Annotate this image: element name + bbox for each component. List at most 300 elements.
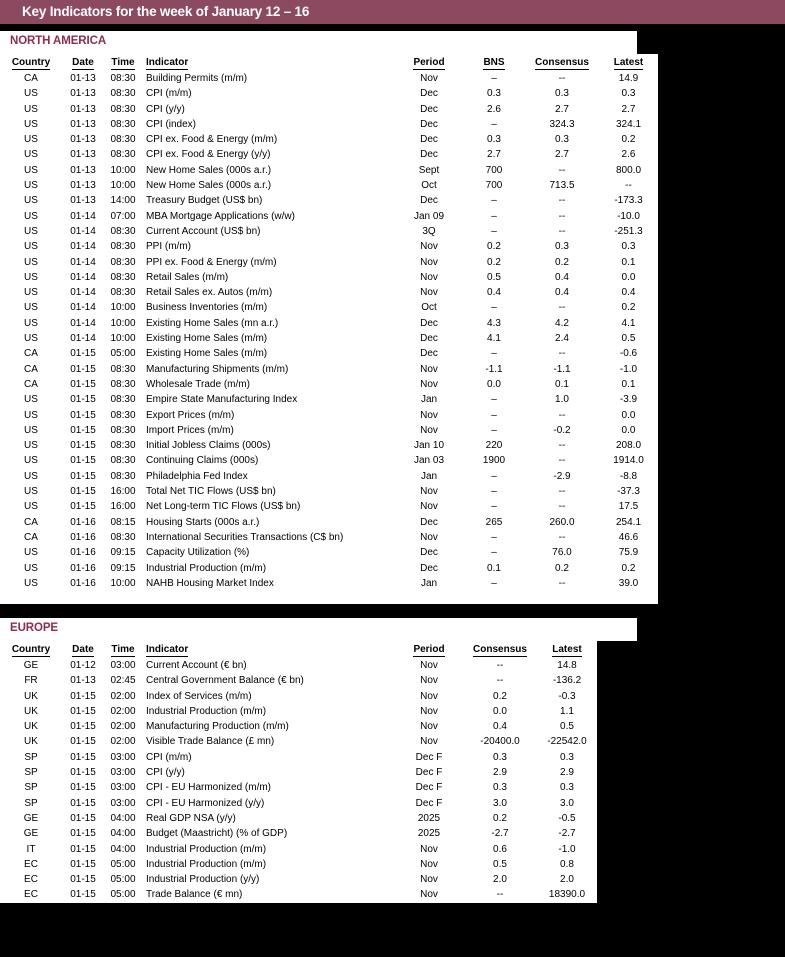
cell-consensus: -- (558, 455, 566, 467)
table-row (0, 163, 658, 178)
cell-time: 08:30 (110, 88, 136, 100)
cell-bns: – (491, 302, 497, 314)
cell-latest: 0.3 (560, 751, 574, 763)
cell-bns: – (491, 547, 497, 559)
table-row (0, 453, 658, 468)
cell-indicator: CPI (y/y) (146, 103, 185, 115)
table-panel-europe (0, 641, 597, 903)
cell-bns: 2.7 (487, 149, 501, 161)
cell-consensus: 2.9 (493, 767, 507, 779)
cell-consensus: 0.3 (555, 88, 569, 100)
table-row (0, 530, 658, 545)
cell-bns: – (491, 531, 497, 543)
cell-date: 01-14 (70, 302, 96, 314)
cell-period: Dec (420, 149, 438, 161)
cell-consensus: 2.7 (555, 149, 569, 161)
cell-time: 02:00 (110, 736, 136, 748)
cell-indicator: NAHB Housing Market Index (146, 577, 274, 589)
cell-consensus: 713.5 (549, 180, 575, 192)
cell-country: EC (24, 874, 38, 886)
cell-period: Nov (420, 675, 438, 687)
cell-latest: -1.0 (619, 363, 638, 375)
cell-latest: -3.9 (619, 394, 638, 406)
cell-latest: 2.6 (621, 149, 636, 161)
cell-country: FR (24, 675, 38, 687)
cell-time: 08:30 (110, 424, 136, 436)
cell-time: 08:30 (110, 378, 136, 390)
cell-latest: 0.2 (621, 562, 636, 574)
cell-country: CA (24, 348, 38, 360)
cell-time: 09:15 (110, 562, 136, 574)
section-europe (0, 618, 637, 903)
cell-indicator: Industrial Production (m/m) (146, 843, 267, 855)
cell-date: 01-15 (70, 797, 96, 809)
cell-date: 01-13 (70, 180, 96, 192)
cell-time: 02:45 (110, 675, 136, 687)
cell-date: 01-15 (70, 767, 96, 779)
cell-latest: 14.8 (557, 660, 577, 671)
cell-indicator: Central Government Balance (€ bn) (146, 675, 304, 687)
cell-bns: – (491, 210, 497, 222)
cell-time: 02:00 (110, 721, 136, 733)
cell-indicator: Continuing Claims (000s) (146, 455, 259, 467)
cell-period: Nov (420, 271, 438, 283)
cell-country: US (24, 256, 38, 268)
cell-time: 08:30 (110, 149, 136, 161)
cell-indicator: Wholesale Trade (m/m) (146, 378, 250, 390)
cell-consensus: 0.4 (493, 721, 507, 733)
cell-consensus: 324.3 (549, 118, 575, 130)
cell-consensus: 76.0 (552, 547, 572, 559)
cell-consensus: -0.2 (553, 424, 571, 436)
column-header-latest: Latest (613, 57, 644, 68)
cell-consensus: 0.2 (493, 690, 507, 702)
cell-indicator: Existing Home Sales (mn a.r.) (146, 317, 279, 329)
cell-time: 10:00 (110, 180, 136, 192)
cell-period: Nov (420, 736, 438, 748)
cell-bns: – (491, 118, 497, 130)
cell-time: 08:30 (110, 271, 136, 283)
cell-latest: -0.6 (619, 348, 638, 360)
cell-bns: -1.1 (485, 363, 503, 375)
cell-latest: 4.1 (621, 317, 636, 329)
cell-time: 05:00 (110, 874, 136, 886)
table-row (0, 147, 658, 162)
cell-consensus: 0.2 (555, 256, 569, 268)
cell-indicator: Current Account (€ bn) (146, 660, 247, 671)
cell-period: Nov (420, 363, 438, 375)
cell-time: 10:00 (110, 333, 136, 345)
cell-consensus: -- (558, 348, 566, 360)
cell-country: US (24, 501, 38, 513)
cell-country: SP (24, 797, 38, 809)
cell-date: 01-14 (70, 317, 96, 329)
cell-indicator: Export Prices (m/m) (146, 409, 235, 421)
cell-consensus: -2.9 (553, 470, 571, 482)
column-header-time: Time (111, 644, 135, 655)
cell-country: EC (24, 858, 38, 870)
column-header-consensus: Consensus (473, 644, 527, 655)
cell-time: 03:00 (110, 767, 136, 779)
cell-date: 01-16 (70, 547, 96, 559)
cell-date: 01-13 (70, 103, 96, 115)
cell-period: Dec (420, 547, 438, 559)
cell-date: 01-14 (70, 225, 96, 237)
indicator-table-europe (0, 641, 597, 903)
section-north-america (0, 31, 658, 604)
cell-period: Nov (420, 409, 438, 421)
section-header-europe (0, 618, 637, 641)
cell-time: 10:00 (110, 164, 136, 176)
cell-time: 08:30 (110, 73, 136, 84)
cell-country: US (24, 302, 38, 314)
cell-time: 08:30 (110, 531, 136, 543)
cell-latest: -2.7 (558, 828, 576, 840)
cell-indicator: CPI (y/y) (146, 767, 185, 779)
cell-period: Nov (420, 256, 438, 268)
cell-bns: 0.1 (487, 562, 501, 574)
cell-time: 14:00 (110, 195, 136, 207)
cell-country: UK (24, 736, 38, 748)
cell-country: IT (26, 843, 36, 855)
cell-date: 01-16 (70, 577, 96, 589)
cell-latest: 14.9 (618, 73, 639, 84)
page-title: Key Indicators for the week of January 12 – 16 (22, 4, 310, 19)
cell-latest: 0.8 (560, 858, 574, 870)
cell-time: 03:00 (110, 751, 136, 763)
cell-country: GE (23, 660, 39, 671)
cell-country: US (24, 180, 38, 192)
cell-consensus: -- (558, 195, 566, 207)
cell-time: 03:00 (110, 660, 136, 671)
cell-country: CA (24, 516, 38, 528)
cell-date: 01-15 (70, 843, 96, 855)
cell-period: 2025 (417, 828, 441, 840)
table-row (0, 734, 597, 749)
cell-consensus: 0.3 (555, 134, 569, 146)
cell-consensus: 3.0 (493, 797, 507, 809)
cell-time: 08:30 (110, 134, 136, 146)
cell-date: 01-12 (70, 660, 96, 671)
table-row (0, 872, 597, 887)
cell-period: Dec (420, 333, 438, 345)
cell-indicator: Retail Sales ex. Autos (m/m) (146, 287, 273, 299)
cell-time: 08:30 (110, 287, 136, 299)
cell-time: 04:00 (110, 828, 136, 840)
cell-consensus: 0.4 (555, 271, 569, 283)
cell-date: 01-15 (70, 889, 96, 901)
cell-period: Jan 10 (413, 440, 445, 452)
cell-period: Dec (420, 562, 438, 574)
cell-country: US (24, 241, 38, 253)
cell-period: Dec F (415, 797, 443, 809)
cell-consensus: -- (496, 889, 504, 901)
cell-consensus: -- (558, 210, 566, 222)
table-row (0, 178, 658, 193)
table-row (0, 71, 658, 86)
cell-consensus: 0.2 (493, 812, 507, 824)
cell-bns: – (491, 577, 497, 589)
cell-latest: 800.0 (615, 164, 642, 176)
cell-indicator: Initial Jobless Claims (000s) (146, 440, 271, 452)
cell-consensus: 0.6 (493, 843, 507, 855)
cell-time: 03:00 (110, 797, 136, 809)
cell-indicator: International Securities Transactions (C$ bn) (146, 531, 344, 543)
cell-date: 01-15 (70, 409, 96, 421)
cell-indicator: PPI (m/m) (146, 241, 191, 253)
cell-latest: 0.4 (621, 287, 636, 299)
table-row (0, 704, 597, 719)
cell-country: US (24, 486, 38, 498)
cell-period: Dec (420, 348, 438, 360)
cell-consensus: 2.7 (555, 103, 569, 115)
cell-bns: – (491, 348, 497, 360)
cell-bns: – (491, 195, 497, 207)
section-title-north-america: NORTH AMERICA (10, 35, 107, 47)
cell-bns: 4.3 (487, 317, 501, 329)
cell-latest: 17.5 (618, 501, 639, 513)
cell-indicator: CPI (m/m) (146, 88, 192, 100)
cell-time: 07:00 (110, 210, 136, 222)
cell-country: US (24, 149, 38, 161)
table-row (0, 86, 658, 101)
cell-consensus: 0.3 (555, 241, 569, 253)
column-header-indicator: Indicator (146, 57, 189, 68)
table-row (0, 132, 658, 147)
cell-consensus: -- (558, 409, 566, 421)
cell-indicator: Import Prices (m/m) (146, 424, 234, 436)
table-panel-north-america (0, 54, 658, 604)
table-row (0, 377, 658, 392)
cell-bns: 700 (485, 164, 503, 176)
cell-time: 09:15 (110, 547, 136, 559)
cell-period: Dec (420, 134, 438, 146)
cell-consensus: 0.0 (493, 705, 507, 717)
cell-period: Sept (418, 164, 440, 176)
cell-country: US (24, 317, 38, 329)
table-row (0, 515, 658, 530)
cell-bns: – (491, 409, 497, 421)
table-row (0, 842, 597, 857)
column-header-latest: Latest (552, 644, 582, 655)
cell-latest: -10.0 (617, 210, 640, 222)
cell-consensus: 0.3 (493, 751, 507, 763)
cell-period: 3Q (422, 225, 436, 237)
cell-time: 05:00 (110, 889, 136, 901)
table-row (0, 423, 658, 438)
cell-indicator: CPI ex. Food & Energy (y/y) (146, 149, 271, 161)
table-row (0, 438, 658, 453)
cell-indicator: Industrial Production (m/m) (146, 562, 267, 574)
table-row (0, 469, 658, 484)
cell-time: 05:00 (110, 348, 136, 360)
cell-country: SP (24, 767, 38, 779)
cell-bns: 700 (485, 180, 503, 192)
cell-indicator: Industrial Production (m/m) (146, 705, 267, 717)
cell-latest: -251.3 (614, 225, 643, 237)
cell-time: 08:30 (110, 103, 136, 115)
cell-country: US (24, 577, 38, 589)
cell-consensus: -20400.0 (480, 736, 520, 748)
column-header-country: Country (11, 644, 51, 655)
cell-consensus: -1.1 (553, 363, 571, 375)
cell-date: 01-13 (70, 675, 96, 687)
cell-time: 08:30 (110, 455, 136, 467)
cell-date: 01-13 (70, 195, 96, 207)
table-row (0, 224, 658, 239)
table-row (0, 857, 597, 872)
table-row (0, 300, 658, 315)
cell-indicator: Net Long-term TIC Flows (US$ bn) (146, 501, 301, 513)
cell-consensus: -- (558, 501, 566, 513)
cell-bns: – (491, 501, 497, 513)
cell-time: 10:00 (110, 302, 136, 314)
table-row (0, 117, 658, 132)
column-header-bns: BNS (483, 57, 505, 68)
table-row (0, 658, 597, 673)
cell-country: US (24, 424, 38, 436)
table-row (0, 331, 658, 346)
cell-date: 01-15 (70, 455, 96, 467)
column-header-time: Time (111, 57, 135, 68)
cell-time: 16:00 (110, 501, 136, 513)
cell-bns: 220 (485, 440, 503, 452)
cell-date: 01-15 (70, 751, 96, 763)
cell-country: US (24, 547, 38, 559)
cell-latest: -- (625, 180, 632, 192)
cell-bns: 265 (485, 516, 503, 528)
cell-period: Nov (420, 690, 438, 702)
cell-latest: 1914.0 (613, 455, 644, 467)
table-row (0, 408, 658, 423)
cell-period: Dec (420, 317, 438, 329)
cell-indicator: Capacity Utilization (%) (146, 547, 250, 559)
cell-period: Nov (420, 874, 438, 886)
cell-date: 01-15 (70, 736, 96, 748)
cell-country: US (24, 287, 38, 299)
table-row (0, 826, 597, 841)
cell-latest: 2.0 (560, 874, 574, 886)
cell-consensus: -- (558, 302, 566, 314)
table-row (0, 316, 658, 331)
cell-country: US (24, 271, 38, 283)
cell-time: 04:00 (110, 843, 136, 855)
cell-country: CA (24, 363, 38, 375)
cell-consensus: 0.3 (493, 782, 507, 794)
cell-indicator: Manufacturing Shipments (m/m) (146, 363, 289, 375)
cell-date: 01-13 (70, 88, 96, 100)
cell-latest: -22542.0 (547, 736, 587, 748)
cell-date: 01-15 (70, 424, 96, 436)
cell-latest: 0.3 (560, 782, 574, 794)
column-header-period: Period (413, 57, 445, 68)
cell-latest: 75.9 (618, 547, 639, 559)
cell-time: 10:00 (110, 317, 136, 329)
cell-latest: 2.9 (560, 767, 574, 779)
cell-latest: -1.0 (558, 843, 576, 855)
table-row (0, 209, 658, 224)
cell-date: 01-14 (70, 271, 96, 283)
cell-indicator: Budget (Maastricht) (% of GDP) (146, 828, 288, 840)
table-body-europe (0, 658, 597, 903)
cell-consensus: 2.0 (493, 874, 507, 886)
indicator-table-north-america (0, 54, 658, 591)
cell-indicator: Existing Home Sales (m/m) (146, 333, 268, 345)
cell-time: 05:00 (110, 858, 136, 870)
cell-country: US (24, 210, 38, 222)
cell-period: Nov (420, 531, 438, 543)
cell-latest: -0.3 (558, 690, 576, 702)
cell-country: US (24, 470, 38, 482)
cell-time: 08:30 (110, 363, 136, 375)
cell-consensus: 0.2 (555, 562, 569, 574)
cell-country: US (24, 195, 38, 207)
cell-date: 01-13 (70, 149, 96, 161)
cell-period: Dec (420, 516, 438, 528)
table-row (0, 689, 597, 704)
cell-date: 01-14 (70, 333, 96, 345)
cell-latest: 0.1 (621, 256, 636, 268)
cell-date: 01-13 (70, 134, 96, 146)
cell-time: 08:30 (110, 225, 136, 237)
cell-latest: 0.0 (621, 424, 636, 436)
cell-country: GE (23, 828, 39, 840)
cell-time: 08:30 (110, 394, 136, 406)
cell-date: 01-16 (70, 516, 96, 528)
cell-latest: -0.5 (558, 812, 576, 824)
table-header-row-europe (0, 641, 597, 658)
cell-period: Nov (420, 486, 438, 498)
cell-country: CA (24, 531, 38, 543)
table-row (0, 750, 597, 765)
cell-indicator: Current Account (US$ bn) (146, 225, 261, 237)
cell-latest: 0.5 (621, 333, 636, 345)
cell-time: 02:00 (110, 705, 136, 717)
cell-country: UK (24, 690, 38, 702)
cell-period: Jan (420, 470, 438, 482)
cell-indicator: Manufacturing Production (m/m) (146, 721, 289, 733)
cell-bns: – (491, 424, 497, 436)
cell-date: 01-14 (70, 287, 96, 299)
cell-date: 01-15 (70, 363, 96, 375)
table-row (0, 499, 658, 514)
cell-period: Nov (420, 241, 438, 253)
cell-date: 01-14 (70, 256, 96, 268)
cell-indicator: Existing Home Sales (m/m) (146, 348, 268, 360)
cell-consensus: -- (558, 164, 566, 176)
cell-date: 01-15 (70, 486, 96, 498)
cell-date: 01-15 (70, 501, 96, 513)
cell-time: 08:30 (110, 440, 136, 452)
cell-time: 08:15 (110, 516, 136, 528)
cell-period: Dec (420, 195, 438, 207)
cell-latest: 3.0 (560, 797, 574, 809)
cell-date: 01-14 (70, 210, 96, 222)
cell-bns: 4.1 (487, 333, 501, 345)
cell-latest: 254.1 (615, 516, 642, 528)
column-header-date: Date (72, 644, 94, 655)
table-row (0, 102, 658, 117)
cell-date: 01-15 (70, 690, 96, 702)
cell-consensus: 2.4 (555, 333, 569, 345)
cell-period: Dec F (415, 751, 443, 763)
cell-period: Jan 09 (413, 210, 445, 222)
cell-date: 01-16 (70, 562, 96, 574)
cell-indicator: Industrial Production (m/m) (146, 858, 267, 870)
cell-latest: -8.8 (619, 470, 638, 482)
cell-country: US (24, 225, 38, 237)
cell-indicator: Real GDP NSA (y/y) (146, 812, 236, 824)
